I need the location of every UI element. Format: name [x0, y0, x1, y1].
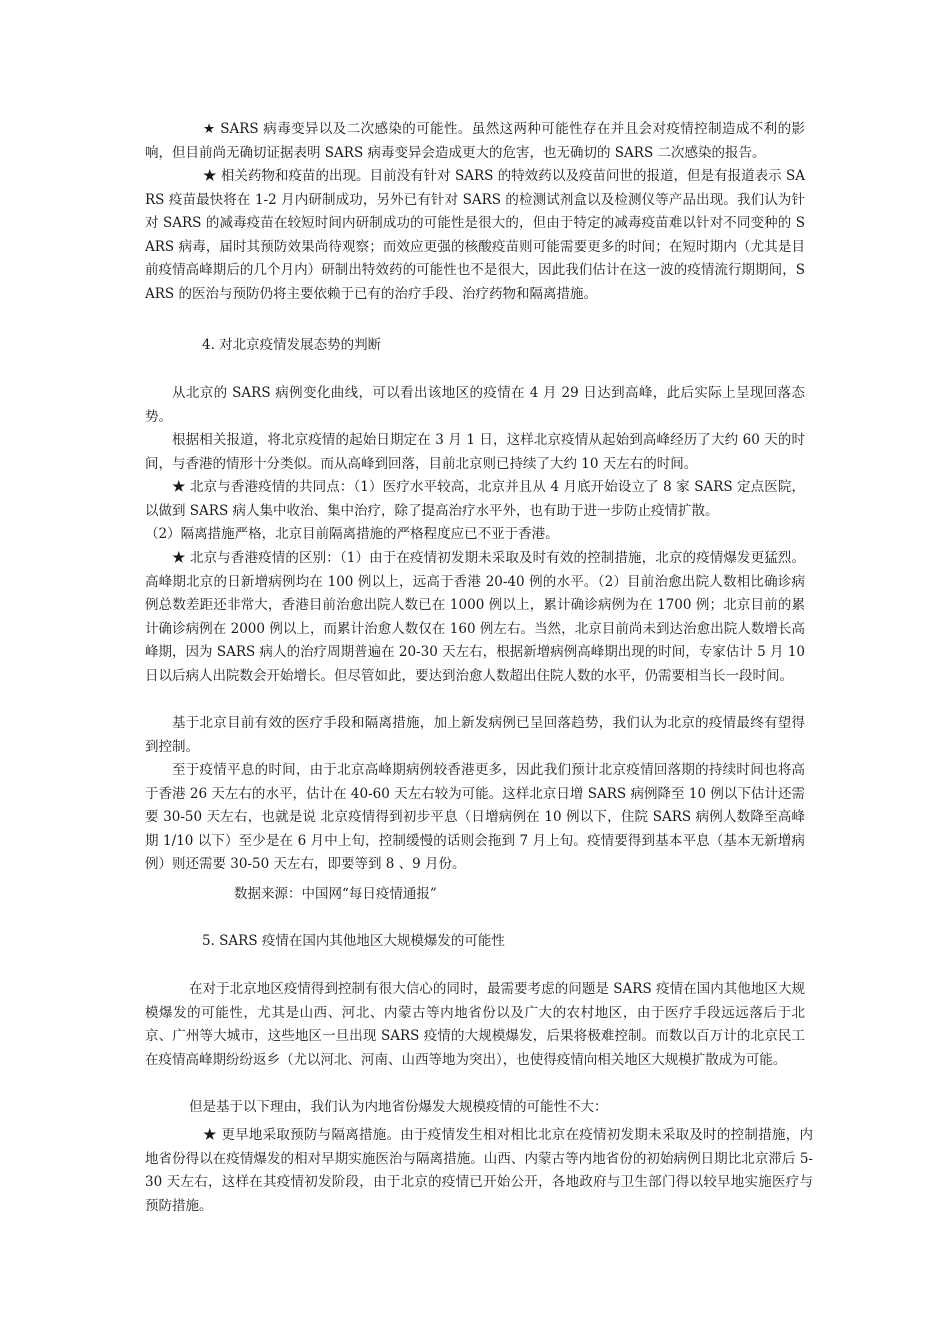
data-source-note: 数据来源：中国网“每日疫情通报” [234, 886, 437, 902]
paragraph-control-expected: 基于北京目前有效的医疗手段和隔离措施，加上新发病例已呈回落趋势，我们认为北京的疫情最终有望得到控制。 [145, 715, 805, 755]
paragraph-early-measures: ★ 更早地采取预防与隔离措施。由于疫情发生相对相比北京在疫情初发期未采取及时的控制措施，内地省份得以在疫情爆发的相对早期实施医治与隔离措施。山西、内蒙古等内地省份的初始病例日期比北京滞后 5-30 天左右，这样在其疫情初发阶段，由于北京的疫情已开始公开，各地政府与卫生部门得以较早地实施医疗与预防措施。 [145, 1127, 813, 1214]
paragraph-sars-mutation: ★ SARS 病毒变异以及二次感染的可能性。虽然这两种可能性存在并且会对疫情控制造成不利的影响，但目前尚无确切证据表明 SARS 病毒变异会造成更大的危害，也无确切的 SARS 二次感染的报告。 [145, 121, 805, 161]
paragraph-common-points: ★ 北京与香港疫情的共同点：（1）医疗水平较高，北京并且从 4 月底开始设立了 8 家 SARS 定点医院，以做到 SARS 病人集中收治、集中治疗，除了提高治疗水平外，也有助于进一步防止疫情扩散。 [145, 479, 805, 519]
paragraph-reasons-intro: 但是基于以下理由，我们认为内地省份爆发大规模疫情的可能性不大： [189, 1099, 608, 1115]
paragraph-beijing-curve: 从北京的 SARS 病例变化曲线，可以看出该地区的疫情在 4 月 29 日达到高峰，此后实际上呈现回落态势。 [145, 385, 805, 425]
paragraph-beijing-start-date: 根据相关报道，将北京疫情的起始日期定在 3 月 1 日，这样北京疫情从起始到高峰经历了大约 60 天的时间，与香港的情形十分类似。而从高峰到回落，目前北京则已持续了大约 10 天左右的时间。 [145, 432, 805, 472]
section-heading-4: 4. 对北京疫情发展态势的判断 [202, 337, 382, 353]
paragraph-subsiding-time: 至于疫情平息的时间，由于北京高峰期病例较香港更多，因此我们预计北京疫情回落期的持续时间也将高于香港 26 天左右的水平，估计在 40-60 天左右较为可能。这样北京日增 SARS 病例降至 10 例以下估计还需要 30-50 天左右，也就是说 北京疫情得到初步平息（日增病例在 10 例以下，住院 SARS 病例人数降至高峰期 1/10 以下）至少是在 6 月中上旬，控制缓慢的话则会拖到 7 月上旬。疫情要得到基本平息（基本无新增病例）则还需要 30-50 天左右，即要等到 8 、9 月份。 [145, 762, 805, 872]
paragraph-other-regions: 在对于北京地区疫情得到控制有很大信心的同时，最需要考虑的问题是 SARS 疫情在国内其他地区大规模爆发的可能性，尤其是山西、河北、内蒙古等内地省份以及广大的农村地区，由于医疗手段远远落后于北京、广州等大城市，这些地区一旦出现 SARS 疫情的大规模爆发，后果将极难控制。而数以百万计的北京民工在疫情高峰期纷纷返乡（尤以河北、河南、山西等地为突出），也使得疫情向相关地区大规模扩散成为可能。 [145, 981, 805, 1068]
paragraph-drugs-vaccines: ★ 相关药物和疫苗的出现。目前没有针对 SARS 的特效药以及疫苗问世的报道，但是有报道表示 SARS 疫苗最快将在 1-2 月内研制成功，另外已有针对 SARS 的检测试剂盒以及检测仪等产品出现。我们认为针对 SARS 的减毒疫苗在较短时间内研制成功的可能性是很大的，但由于特定的减毒疫苗难以针对不同变种的 SARS 病毒，届时其预防效果尚待观察；而效应更强的核酸疫苗则可能需要更多的时间；在短时期内（尤其是目前疫情高峰期后的几个月内）研制出特效药的可能性也不是很大，因此我们估计在这一波的疫情流行期期间，SARS 的医治与预防仍将主要依赖于已有的治疗手段、治疗药物和隔离措施。 [145, 168, 805, 302]
section-heading-5: 5. SARS 疫情在国内其他地区大规模爆发的可能性 [202, 933, 505, 949]
paragraph-differences: ★ 北京与香港疫情的区别：（1）由于在疫情初发期未采取及时有效的控制措施，北京的疫情爆发更猛烈。高峰期北京的日新增病例均在 100 例以上，远高于香港 20-40 例的水平。（2）目前治愈出院人数相比确诊病例总数差距还非常大，香港目前治愈出院人数已在 1000 例以上，累计确诊病例为在 1700 例；北京目前的累计确诊病例在 2000 例以上，而累计治愈人数仅在 160 例左右。当然，北京目前尚未到达治愈出院人数增长高峰期，因为 SARS 病人的治疗周期普遍在 20-30 天左右，根据新增病例高峰期出现的时间，专家估计 5 月 10 日以后病人出院数会开始增长。但尽管如此，要达到治愈人数超出住院人数的水平，仍需要相当长一段时间。 [145, 550, 805, 684]
paragraph-isolation-measures: （2）隔离措施严格，北京目前隔离措施的严格程度应已不亚于香港。 [145, 526, 559, 542]
